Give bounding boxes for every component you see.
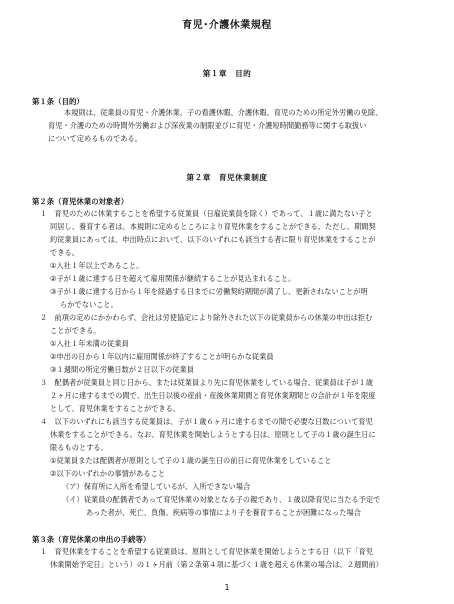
page-number: 1 — [224, 583, 230, 592]
article-2-line: ことができる。 — [50, 326, 101, 335]
article-3-line: １ 育児休業をすることを希望する従業員は、原則として育児休業を開始しようとする日（以下「育児 — [40, 547, 373, 556]
article-2-line: ４ 以下のいずれにも該当する従業員は、子が１歳６ヶ月に達するまでの間で必要な日数について育児 — [40, 417, 373, 426]
article-2-line: できる。 — [50, 248, 79, 257]
article-2-line: ①従業員または配偶者が原則として子の１歳の誕生日の前日に育児休業をしていること — [50, 456, 332, 465]
article-2-line: ②以下のいずれかの事情があること — [50, 469, 166, 478]
article-2-line: １ 育児のために休業することを希望する従業員（日雇従業員を除く）であって、１歳に満たない子と — [40, 209, 373, 218]
article-2-line: ①入社１年未満の従業員 — [50, 339, 129, 348]
article-3-heading: 第３条（育児休業の申出の手続等） — [32, 535, 151, 544]
article-2-heading: 第２条（育児休業の対象者） — [32, 197, 129, 206]
article-2-line: 限るものとする。 — [50, 443, 108, 452]
article-1-line: 育児・介護のための時間外労働および深夜業の制限並びに育児・介護短時間勤務等に関する取扱い — [48, 121, 367, 130]
article-2-line: （ア）保育所に入所を希望しているが、入所できない場合 — [62, 482, 251, 491]
article-2-line: あった者が、死亡、負傷、疾病等の事情により子を養育することが困難になった場合 — [86, 508, 361, 517]
article-3-line: 休業開始予定日」という）の１ヶ月前（第２条第４項に基づく１歳を超える休業の場合は、２週間前） — [50, 560, 383, 569]
chapter-1-heading: 第１章 目的 — [202, 69, 252, 78]
article-1-heading: 第１条（目的） — [32, 97, 84, 106]
article-2-line: らかでないこと。 — [60, 300, 118, 309]
article-2-line: ②子が１歳に達する日を超えて雇用関係が継続することが見込まれること。 — [50, 274, 296, 283]
article-1-line: について定めるものである。 — [48, 134, 142, 143]
chapter-2-heading: 第２章 育児休業制度 — [186, 173, 268, 182]
article-2-line: 同居し、養育する者は、本規則に定めるところにより育児休業をすることができる。ただし、期間契 — [50, 222, 376, 231]
article-2-line: ③１週間の所定労働日数が２日以下の従業員 — [50, 365, 195, 374]
article-2-line: ２ヶ月に達するまでの間で、出生日以後の産前・産後休業期間と育児休業期間との合計が１年を限度 — [50, 391, 376, 400]
document-title: 育児･介護休業規程 — [182, 20, 272, 31]
article-2-line: （イ）従業員の配偶者であって育児休業の対象となる子の親であり、１歳以降育児に当たる予定で — [62, 495, 381, 504]
article-2-line: 休業をすることができる。なお、育児休業を開始しようとする日は、原則として子の１歳の誕生日に — [50, 430, 376, 439]
article-2-line: として、育児休業をすることができる。 — [50, 404, 181, 413]
article-2-line: ２ 前項の定めにかかわらず、会社は労使協定により除外された以下の従業員からの休業の申出は拒む — [40, 313, 373, 322]
article-2-line: 約従業員にあっては、申出時点において、以下のいずれにも該当する者に限り育児休業をすることが — [50, 235, 376, 244]
article-2-line: ③子が１歳に達する日から１年を経過する日までに労働契約期間が満了し、更新されないことが明 — [50, 287, 368, 296]
article-2-line: ３ 配偶者が従業員と同じ日から、または従業員より先に育児休業をしている場合、従業員は子が１歳 — [40, 378, 373, 387]
article-2-line: ①入社１年以上であること。 — [50, 261, 144, 270]
article-1-line: 本規則は、従業員の育児・介護休業、子の看護休暇、介護休暇、育児のための所定外労働の免除、 — [64, 108, 383, 117]
article-2-line: ②申出の日から１年以内に雇用関係が終了することが明らかな従業員 — [50, 352, 274, 361]
